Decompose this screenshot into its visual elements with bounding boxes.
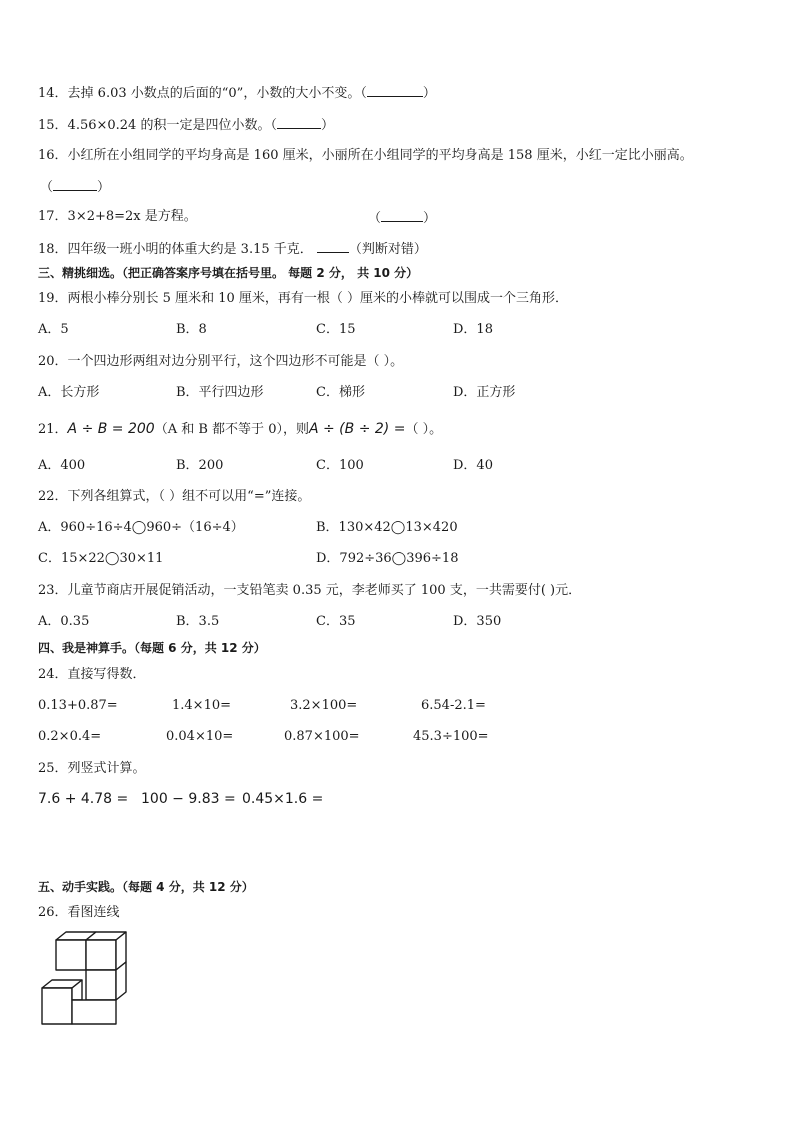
q14-answer-blank[interactable] — [367, 84, 423, 97]
q24-item: 1.4×10= — [172, 698, 232, 713]
q21-expression: A ÷ (B ÷ 2) = — [308, 421, 406, 437]
q15-suffix: ） — [320, 118, 334, 133]
question-20: 20．一个四边形两组对边分别平行，这个四边形不可能是（ ）。 — [38, 354, 404, 369]
q16-answer-blank[interactable] — [53, 178, 97, 191]
q23-option-c[interactable]: C．35 — [316, 614, 356, 629]
q19-option-b[interactable]: B．8 — [176, 322, 207, 337]
q23-option-a[interactable]: A．0.35 — [38, 614, 90, 629]
q21-option-d[interactable]: D．40 — [453, 458, 493, 473]
q17-answer-blank[interactable] — [381, 209, 423, 222]
question-15 — [38, 116, 334, 134]
q17-suffix: ） — [423, 211, 437, 226]
question-16: 16．小红所在小组同学的平均身高是 160 厘米，小丽所在小组同学的平均身高是 158 厘米，小红一定比小丽高。 — [38, 148, 693, 163]
q21-number: 21． — [38, 422, 68, 437]
question-19: 19．两根小棒分别长 5 厘米和 10 厘米，再有一根（ ）厘米的小棒就可以围成一个三角形． — [38, 291, 569, 306]
q21-option-b[interactable]: B．200 — [176, 458, 224, 473]
question-17: 17．3×2+8=2x 是方程。 — [38, 209, 197, 224]
section-5-heading: 五、动手实践。（每题 4 分，共 12 分） — [38, 880, 254, 894]
q18-suffix: （判断对错） — [348, 242, 427, 257]
q16-prefix: （ — [40, 180, 54, 195]
question-23: 23．儿童节商店开展促销活动，一支铅笔卖 0.35 元，李老师买了 100 支，一共需要付( )元． — [38, 583, 582, 598]
question-21 — [38, 421, 442, 438]
q18-answer-blank[interactable] — [317, 240, 349, 253]
q21-equation: A ÷ B = 200 — [67, 421, 155, 437]
q24-item: 0.13+0.87= — [38, 698, 118, 713]
q20-option-a[interactable]: A．长方形 — [38, 385, 100, 400]
q21-tail: （ ）。 — [405, 422, 443, 437]
q19-option-c[interactable]: C．15 — [316, 322, 356, 337]
q20-option-b[interactable]: B．平行四边形 — [176, 385, 264, 400]
question-17-answer — [368, 209, 436, 227]
q22-option-b[interactable]: B．130×42◯13×420 — [316, 520, 458, 535]
question-22: 22．下列各组算式，（ ）组不可以用“=”连接。 — [38, 489, 311, 504]
q25-item: 100 − 9.83 = — [141, 791, 236, 807]
q21-option-a[interactable]: A．400 — [38, 458, 86, 473]
question-26: 26．看图连线 — [38, 905, 120, 920]
q21-option-c[interactable]: C．100 — [316, 458, 364, 473]
q24-item: 6.54-2.1= — [421, 698, 486, 713]
q20-option-d[interactable]: D．正方形 — [453, 385, 516, 400]
q22-option-c[interactable]: C．15×22◯30×11 — [38, 551, 164, 566]
section-3-heading: 三、精挑细选。（把正确答案序号填在括号里。 每题 2 分， 共 10 分） — [38, 266, 419, 280]
q19-option-d[interactable]: D．18 — [453, 322, 493, 337]
q25-item: 7.6 + 4.78 = — [38, 791, 129, 807]
question-24: 24．直接写得数． — [38, 667, 146, 682]
question-14 — [38, 84, 436, 102]
q24-item: 3.2×100= — [290, 698, 358, 713]
q21-condition: （A 和 B 都不等于 0），则 — [154, 422, 309, 437]
q19-option-a[interactable]: A．5 — [38, 322, 69, 337]
q23-option-b[interactable]: B．3.5 — [176, 614, 220, 629]
q23-option-d[interactable]: D．350 — [453, 614, 502, 629]
q22-option-a[interactable]: A．960÷16÷4◯960÷（16÷4） — [38, 520, 244, 535]
q24-item: 0.2×0.4= — [38, 729, 102, 744]
cube-stack-figure — [38, 930, 138, 1030]
q24-item: 0.87×100= — [284, 729, 360, 744]
question-16-answer — [40, 178, 110, 196]
question-18 — [38, 240, 427, 258]
q18-text: 18．四年级一班小明的体重大约是 3.15 千克． — [38, 242, 313, 257]
q14-text: 14．去掉 6.03 小数点的后面的“0”，小数的大小不变。（ — [38, 86, 367, 101]
q24-item: 45.3÷100= — [413, 729, 489, 744]
q17-prefix: （ — [368, 211, 382, 226]
q15-text: 15．4.56×0.24 的积一定是四位小数。（ — [38, 118, 277, 133]
q22-option-d[interactable]: D．792÷36◯396÷18 — [316, 551, 459, 566]
q14-suffix: ） — [422, 86, 436, 101]
q20-option-c[interactable]: C．梯形 — [316, 385, 365, 400]
q24-item: 0.04×10= — [166, 729, 234, 744]
section-4-heading: 四、我是神算手。（每题 6 分，共 12 分） — [38, 641, 266, 655]
q16-suffix: ） — [97, 180, 111, 195]
q25-item: 0.45×1.6 = — [242, 791, 324, 807]
q15-answer-blank[interactable] — [277, 116, 321, 129]
question-25: 25．列竖式计算。 — [38, 761, 146, 776]
